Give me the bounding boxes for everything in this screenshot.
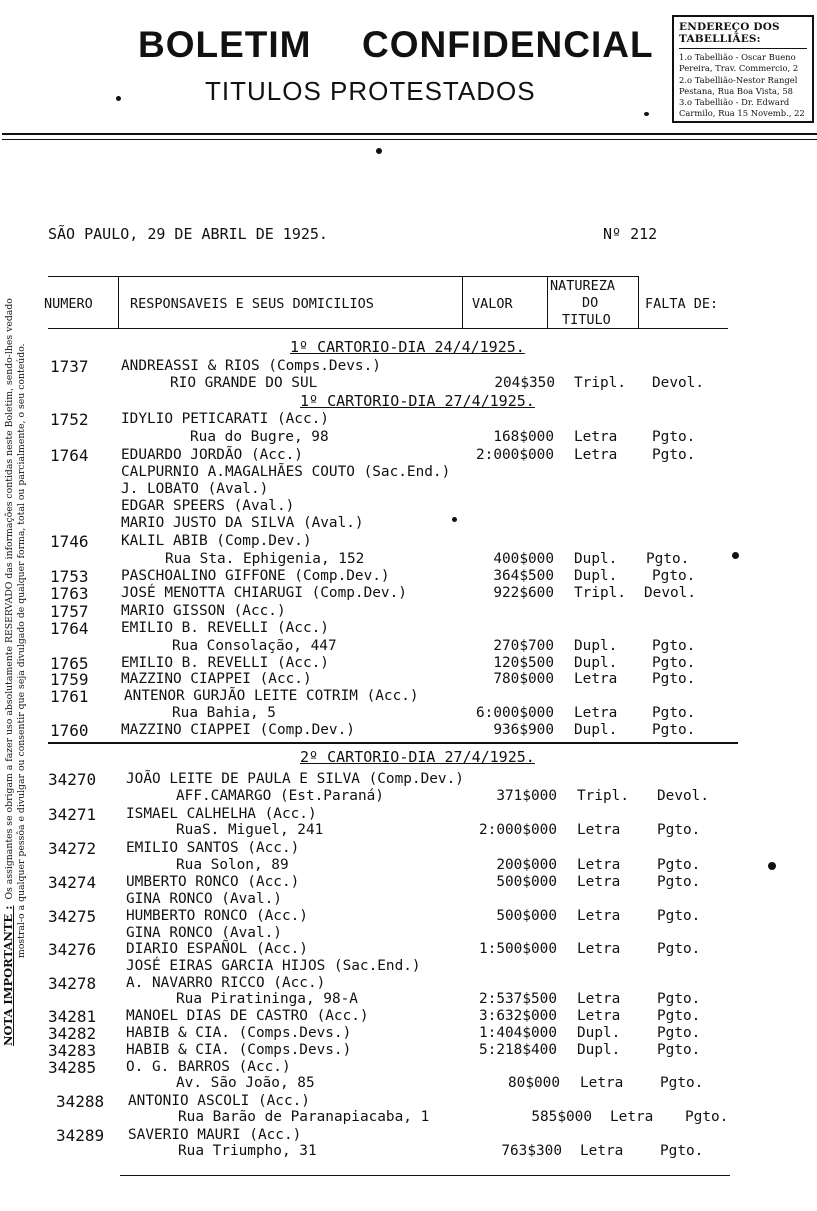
entry-value: 270$700 bbox=[493, 638, 554, 654]
entry-name: SAVERIO MAURI (Acc.) bbox=[128, 1127, 302, 1143]
entry-value: 400$000 bbox=[493, 551, 554, 567]
entry-number: 34274 bbox=[48, 873, 97, 892]
entry-name: JOSÉ EIRAS GARCIA HIJOS (Sac.End.) bbox=[126, 958, 421, 974]
entry-value: 2:000$000 bbox=[479, 822, 557, 838]
entry-reason: Devol. bbox=[644, 585, 696, 601]
entry-name: ISMAEL CALHELHA (Acc.) bbox=[126, 806, 317, 822]
entry-number: 1759 bbox=[50, 670, 89, 689]
entry-reason: Pgto. bbox=[652, 655, 696, 671]
entry-address: Rua Sta. Ephigenia, 152 bbox=[165, 551, 365, 567]
entry-name: MAZZINO CIAPPEI (Comp.Dev.) bbox=[121, 722, 355, 738]
tabelliaes-line: 1.o Tabellião - Oscar Bueno bbox=[679, 52, 796, 62]
entry-value: 120$500 bbox=[493, 655, 554, 671]
entry-reason: Pgto. bbox=[652, 638, 696, 654]
entry-name: GINA RONCO (Aval.) bbox=[126, 891, 282, 907]
entry-reason: Pgto. bbox=[685, 1109, 729, 1125]
entry-name: EMILIO SANTOS (Acc.) bbox=[126, 840, 300, 856]
entry-reason: Pgto. bbox=[657, 874, 701, 890]
entry-number: 1763 bbox=[50, 584, 89, 603]
entry-name: HABIB & CIA. (Comps.Devs.) bbox=[126, 1042, 352, 1058]
entry-address: RuaS. Miguel, 241 bbox=[176, 822, 324, 838]
entry-number: 34282 bbox=[48, 1024, 97, 1043]
entry-address: AFF.CAMARGO (Est.Paraná) bbox=[176, 788, 384, 804]
entry-value: 780$000 bbox=[493, 671, 554, 687]
entry-name: O. G. BARROS (Acc.) bbox=[126, 1059, 291, 1075]
entry-reason: Pgto. bbox=[652, 722, 696, 738]
entry-name: HUMBERTO RONCO (Acc.) bbox=[126, 908, 308, 924]
entry-value: 936$900 bbox=[493, 722, 554, 738]
entry-nature: Dupl. bbox=[574, 568, 618, 584]
ink-speck bbox=[768, 862, 776, 870]
entry-number: 34278 bbox=[48, 974, 97, 993]
entry-nature: Tripl. bbox=[574, 375, 626, 391]
section-rule bbox=[48, 742, 738, 744]
entry-name: J. LOBATO (Aval.) bbox=[121, 481, 269, 497]
entry-name: EDGAR SPEERS (Aval.) bbox=[121, 498, 295, 514]
entry-address: Rua Solon, 89 bbox=[176, 857, 289, 873]
important-note-line1: Os assignantes se obrigam a fazer uso absolutamente RESERVADO das informações contidas neste Boletim, sendo-lhes vedado bbox=[4, 298, 15, 900]
section-heading: 2º CARTORIO-DIA 27/4/1925. bbox=[300, 748, 535, 766]
entry-address: Rua Bahia, 5 bbox=[172, 705, 276, 721]
ink-speck bbox=[376, 148, 382, 154]
entry-nature: Tripl. bbox=[574, 585, 626, 601]
entry-nature: Letra bbox=[574, 447, 618, 463]
entry-nature: Letra bbox=[574, 671, 618, 687]
entry-nature: Letra bbox=[610, 1109, 654, 1125]
entry-value: 3:632$000 bbox=[479, 1008, 557, 1024]
entry-address: Rua Barão de Paranapiacaba, 1 bbox=[178, 1109, 430, 1125]
section-heading: 1º CARTORIO-DIA 24/4/1925. bbox=[290, 338, 525, 356]
entry-value: 1:500$000 bbox=[479, 941, 557, 957]
entry-value: 2:537$500 bbox=[479, 991, 557, 1007]
entry-reason: Pgto. bbox=[652, 671, 696, 687]
entry-address: Rua Piratininga, 98-A bbox=[176, 991, 358, 1007]
ink-speck bbox=[116, 96, 121, 101]
entry-number: 34275 bbox=[48, 907, 97, 926]
entry-name: EMILIO B. REVELLI (Acc.) bbox=[121, 655, 329, 671]
issue-number: Nº 212 bbox=[603, 225, 658, 243]
entry-value: 364$500 bbox=[493, 568, 554, 584]
entry-reason: Pgto. bbox=[657, 991, 701, 1007]
entry-name: HABIB & CIA. (Comps.Devs.) bbox=[126, 1025, 352, 1041]
entry-name: JOÃO LEITE DE PAULA E SILVA (Comp.Dev.) bbox=[126, 771, 464, 787]
entry-number: 1764 bbox=[50, 446, 89, 465]
entry-number: 1746 bbox=[50, 532, 89, 551]
entry-address: RIO GRANDE DO SUL bbox=[170, 375, 318, 391]
entry-nature: Letra bbox=[574, 705, 618, 721]
tabelliaes-line: Carmilo, Rua 15 Novemb., 22 bbox=[679, 108, 805, 119]
entry-reason: Pgto. bbox=[657, 1042, 701, 1058]
tabelliaes-title: ENDEREÇO DOS TABELLIÃES: bbox=[679, 21, 807, 49]
entry-value: 763$300 bbox=[501, 1143, 562, 1159]
entry-nature: Letra bbox=[577, 941, 621, 957]
header-rule-thin bbox=[2, 139, 817, 140]
entry-name: UMBERTO RONCO (Acc.) bbox=[126, 874, 300, 890]
ink-speck bbox=[452, 517, 457, 522]
entry-name: EMILIO B. REVELLI (Acc.) bbox=[121, 620, 329, 636]
entry-value: 1:404$000 bbox=[479, 1025, 557, 1041]
entry-address: Rua Triumpho, 31 bbox=[178, 1143, 317, 1159]
entry-name: ANDREASSI & RIOS (Comps.Devs.) bbox=[121, 358, 381, 374]
entry-value: 500$000 bbox=[496, 874, 557, 890]
entry-nature: Dupl. bbox=[577, 1042, 621, 1058]
entry-nature: Tripl. bbox=[577, 788, 629, 804]
entry-value: 6:000$000 bbox=[476, 705, 554, 721]
tabelliaes-line: 3.o Tabellião - Dr. Edward bbox=[679, 97, 790, 108]
entry-name: ANTENOR GURJÃO LEITE COTRIM (Acc.) bbox=[124, 688, 419, 704]
entry-number: 1761 bbox=[50, 687, 89, 706]
entry-nature: Dupl. bbox=[577, 1025, 621, 1041]
entry-value: 200$000 bbox=[496, 857, 557, 873]
entry-name: CALPURNIO A.MAGALHÃES COUTO (Sac.End.) bbox=[121, 464, 451, 480]
entry-nature: Letra bbox=[580, 1143, 624, 1159]
entry-reason: Pgto. bbox=[657, 857, 701, 873]
entry-number: 1765 bbox=[50, 654, 89, 673]
entry-number: 34281 bbox=[48, 1007, 97, 1026]
entry-name: MARIO GISSON (Acc.) bbox=[121, 603, 286, 619]
entry-name: ANTONIO ASCOLI (Acc.) bbox=[128, 1093, 310, 1109]
entry-name: EDUARDO JORDÃO (Acc.) bbox=[121, 447, 303, 463]
entry-name: GINA RONCO (Aval.) bbox=[126, 925, 282, 941]
entry-nature: Letra bbox=[577, 1008, 621, 1024]
entry-name: IDYLIO PETICARATI (Acc.) bbox=[121, 411, 329, 427]
important-note-line2: mostral-o a qualquer pessôa e divulgar ou consentir que seja divulgado de qualquer forma, total ou parcialmente, o seu conteúdo. bbox=[16, 343, 27, 958]
tabelliaes-address-box bbox=[672, 15, 814, 123]
header-falta: FALTA DE: bbox=[645, 296, 719, 312]
entry-value: 168$000 bbox=[493, 429, 554, 445]
entry-reason: Devol. bbox=[657, 788, 709, 804]
entry-nature: Letra bbox=[577, 908, 621, 924]
column-separator bbox=[547, 276, 548, 328]
entry-number: 34276 bbox=[48, 940, 97, 959]
entry-reason: Pgto. bbox=[657, 1025, 701, 1041]
entry-value: 922$600 bbox=[493, 585, 554, 601]
entry-address: Rua Consolação, 447 bbox=[172, 638, 337, 654]
entry-reason: Pgto. bbox=[652, 429, 696, 445]
important-note-label: NOTA IMPORTANTE : bbox=[1, 905, 15, 1046]
entry-nature: Letra bbox=[577, 874, 621, 890]
entry-reason: Devol. bbox=[652, 375, 704, 391]
entry-value: 585$000 bbox=[531, 1109, 592, 1125]
entry-nature: Dupl. bbox=[574, 655, 618, 671]
entry-number: 1760 bbox=[50, 721, 89, 740]
section-heading: 1º CARTORIO-DIA 27/4/1925. bbox=[300, 392, 535, 410]
entry-number: 34271 bbox=[48, 805, 97, 824]
entry-reason: Pgto. bbox=[652, 447, 696, 463]
entry-reason: Pgto. bbox=[660, 1075, 704, 1091]
entry-value: 2:000$000 bbox=[476, 447, 554, 463]
entry-value: 80$000 bbox=[508, 1075, 560, 1091]
table-header-bottom-rule bbox=[48, 328, 728, 329]
bulletin-title: BOLETIM CONFIDENCIAL bbox=[138, 24, 654, 65]
entry-reason: Pgto. bbox=[652, 705, 696, 721]
entry-name: JOSÉ MENOTTA CHIARUGI (Comp.Dev.) bbox=[121, 585, 407, 601]
entry-reason: Pgto. bbox=[657, 1008, 701, 1024]
entry-name: A. NAVARRO RICCO (Acc.) bbox=[126, 975, 326, 991]
entry-value: 204$350 bbox=[494, 375, 555, 391]
entry-reason: Pgto. bbox=[660, 1143, 704, 1159]
entry-name: MAZZINO CIAPPEI (Acc.) bbox=[121, 671, 312, 687]
tabelliaes-line: 2.o Tabellião-Nestor Rangel bbox=[679, 74, 798, 85]
tabelliaes-line: Pereira, Trav. Commercio, 2 bbox=[679, 63, 799, 74]
entry-nature: Letra bbox=[577, 822, 621, 838]
entry-number: 1757 bbox=[50, 602, 89, 621]
entry-name: DIARIO ESPAÑOL (Acc.) bbox=[126, 941, 308, 957]
dateline: SÃO PAULO, 29 DE ABRIL DE 1925. bbox=[48, 225, 328, 243]
entry-reason: Pgto. bbox=[657, 908, 701, 924]
entry-name: MANOEL DIAS DE CASTRO (Acc.) bbox=[126, 1008, 369, 1024]
entry-nature: Letra bbox=[574, 429, 618, 445]
header-rule bbox=[2, 133, 817, 135]
entry-reason: Pgto. bbox=[657, 941, 701, 957]
entry-number: 34283 bbox=[48, 1041, 97, 1060]
entry-nature: Letra bbox=[577, 991, 621, 1007]
entry-value: 371$000 bbox=[496, 788, 557, 804]
entry-number: 34288 bbox=[56, 1092, 105, 1111]
entry-nature: Letra bbox=[577, 857, 621, 873]
header-numero: NUMERO bbox=[44, 296, 93, 312]
header-natureza-titulo: TITULO bbox=[562, 312, 611, 328]
ink-speck bbox=[732, 552, 739, 559]
bulletin-subtitle: TITULOS PROTESTADOS bbox=[205, 76, 536, 106]
header-natureza: NATUREZA bbox=[550, 278, 616, 294]
entry-reason: Pgto. bbox=[657, 822, 701, 838]
entry-number: 34270 bbox=[48, 770, 97, 789]
entry-reason: Pgto. bbox=[652, 568, 696, 584]
column-separator bbox=[638, 276, 639, 328]
header-natureza-do: DO bbox=[582, 295, 599, 311]
entry-number: 34272 bbox=[48, 839, 97, 858]
entry-number: 34289 bbox=[56, 1126, 105, 1145]
important-note bbox=[2, 206, 42, 1046]
header-responsaveis: RESPONSAVEIS E SEUS DOMICILIOS bbox=[130, 296, 374, 312]
entry-nature: Dupl. bbox=[574, 638, 618, 654]
entry-reason: Pgto. bbox=[646, 551, 690, 567]
entry-value: 5:218$400 bbox=[479, 1042, 557, 1058]
column-separator bbox=[462, 276, 463, 328]
column-separator bbox=[118, 276, 119, 328]
entry-name: KALIL ABIB (Comp.Dev.) bbox=[121, 533, 312, 549]
entry-value: 500$000 bbox=[496, 908, 557, 924]
entry-number: 1764 bbox=[50, 619, 89, 638]
ink-speck bbox=[644, 112, 649, 116]
entry-nature: Letra bbox=[580, 1075, 624, 1091]
entry-name: PASCHOALINO GIFFONE (Comp.Dev.) bbox=[121, 568, 390, 584]
entry-number: 34285 bbox=[48, 1058, 97, 1077]
entry-nature: Dupl. bbox=[574, 722, 618, 738]
table-header-top-rule bbox=[48, 276, 638, 277]
tabelliaes-line: Pestana, Rua Boa Vista, 58 bbox=[679, 85, 794, 96]
footer-rule bbox=[120, 1175, 730, 1176]
entry-number: 1737 bbox=[50, 357, 89, 376]
header-valor: VALOR bbox=[472, 296, 513, 312]
entry-address: Rua do Bugre, 98 bbox=[190, 429, 329, 445]
entry-name: MARIO JUSTO DA SILVA (Aval.) bbox=[121, 515, 364, 531]
entry-number: 1752 bbox=[50, 410, 89, 429]
entry-number: 1753 bbox=[50, 567, 89, 586]
entry-nature: Dupl. bbox=[574, 551, 618, 567]
entry-address: Av. São João, 85 bbox=[176, 1075, 315, 1091]
